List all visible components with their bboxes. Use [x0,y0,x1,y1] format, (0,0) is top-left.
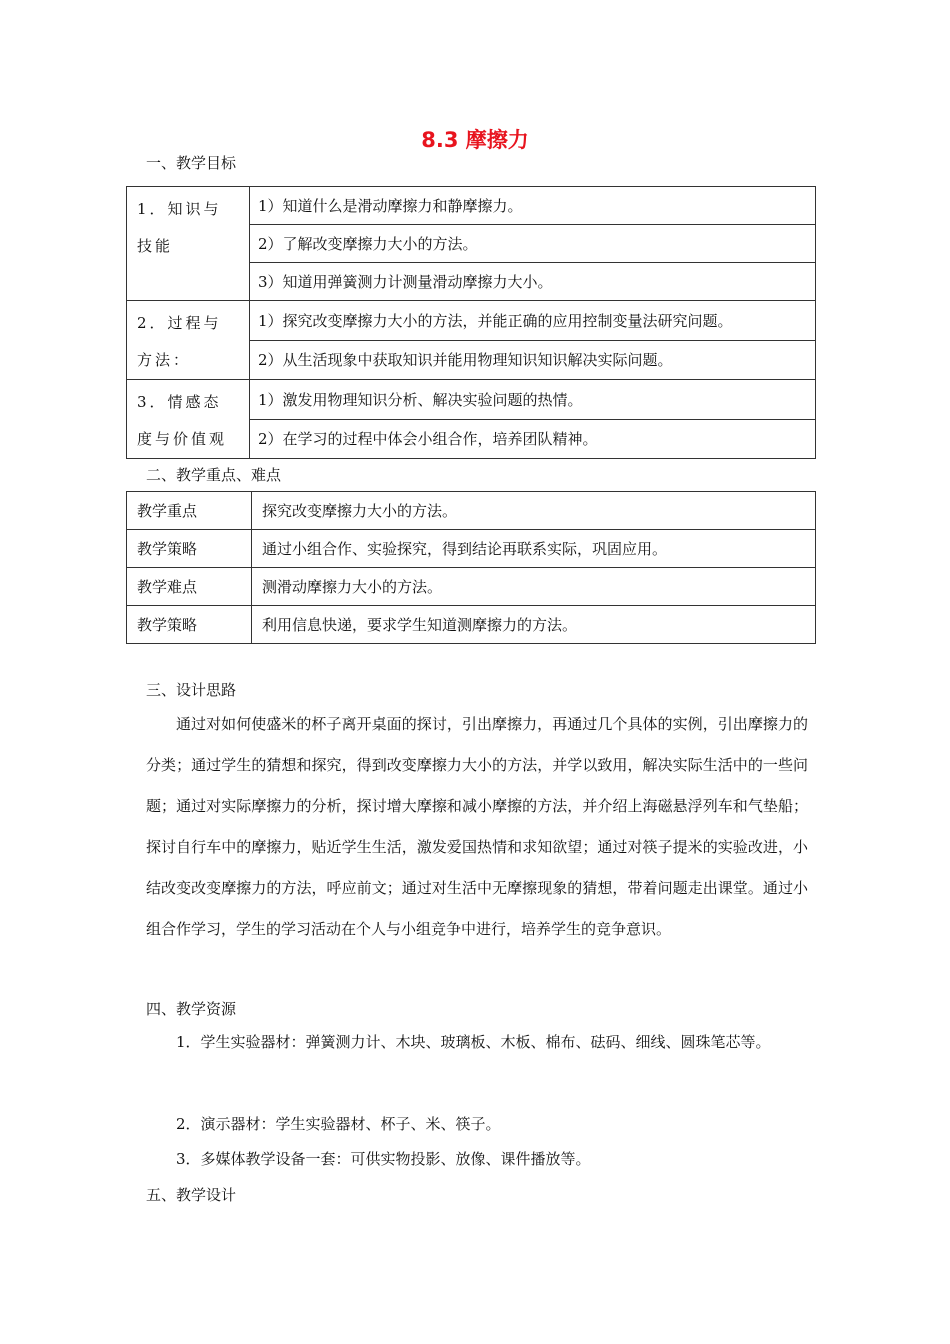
objective-item: 2）从生活现象中获取知识并能用物理知识知识解决实际问题。 [250,340,816,380]
section-4-heading: 四、教学资源 [146,1000,237,1018]
section-1-heading: 一、教学目标 [146,154,237,172]
resource-item: 2．演示器材：学生实验器材、杯子、米、筷子。 [176,1115,501,1133]
objective-item: 1）知道什么是滑动摩擦力和静摩擦力。 [250,187,816,225]
objective-item: 3）知道用弹簧测力计测量滑动摩擦力大小。 [250,263,816,301]
table-row [127,530,816,568]
key-points-table [126,491,816,644]
row-value: 利用信息快递，要求学生知道测摩擦力的方法。 [252,606,816,644]
document-title: 8.3 摩擦力 [421,128,529,152]
objective-item: 1）探究改变摩擦力大小的方法，并能正确的应用控制变量法研究问题。 [250,301,816,341]
objective-label-attitude: 3．情感态度与价值观 [127,380,250,459]
row-label: 教学策略 [127,530,252,568]
objective-label-process: 2．过程与方法： [127,301,250,380]
section-2-heading: 二、教学重点、难点 [146,466,282,484]
objective-item: 2）了解改变摩擦力大小的方法。 [250,225,816,263]
table-row [127,568,816,606]
section-5-heading: 五、教学设计 [146,1186,237,1204]
table-row [127,492,816,530]
resource-item: 1．学生实验器材：弹簧测力计、木块、玻璃板、木板、棉布、砝码、细线、圆珠笔芯等。 [176,1033,771,1051]
row-label: 教学难点 [127,568,252,606]
row-value: 探究改变摩擦力大小的方法。 [252,492,816,530]
objective-item: 1）激发用物理知识分析、解决实验问题的热情。 [250,380,816,420]
row-value: 测滑动摩擦力大小的方法。 [252,568,816,606]
resource-item: 3．多媒体教学设备一套：可供实物投影、放像、课件播放等。 [176,1150,591,1168]
objective-label-knowledge: 1．知识与技能 [127,187,250,301]
section-3-heading: 三、设计思路 [146,681,237,699]
row-label: 教学策略 [127,606,252,644]
design-idea-paragraph: 通过对如何使盛米的杯子离开桌面的探讨，引出摩擦力，再通过几个具体的实例，引出摩擦力的分类；通过学生的猜想和探究，得到改变摩擦力大小的方法，并学以致用，解决实际生活中的一些问题；通过对实际摩擦力的分析，探讨增大摩擦和减小摩擦的方法，并介绍上海磁悬浮列车和气垫船；探讨自行车中的摩擦力，贴近学生生活，激发爱国热情和求知欲望；通过对筷子提米的实验改进，小结改变改变摩擦力的方法，呼应前文；通过对生活中无摩擦现象的猜想，带着问题走出课堂。通过小组合作学习，学生的学习活动在个人与小组竞争中进行，培养学生的竞争意识。 [146,715,808,938]
table-row [127,606,816,644]
objective-item: 2）在学习的过程中体会小组合作，培养团队精神。 [250,419,816,459]
row-value: 通过小组合作、实验探究，得到结论再联系实际，巩固应用。 [252,530,816,568]
row-label: 教学重点 [127,492,252,530]
teaching-objectives-table [126,186,816,459]
